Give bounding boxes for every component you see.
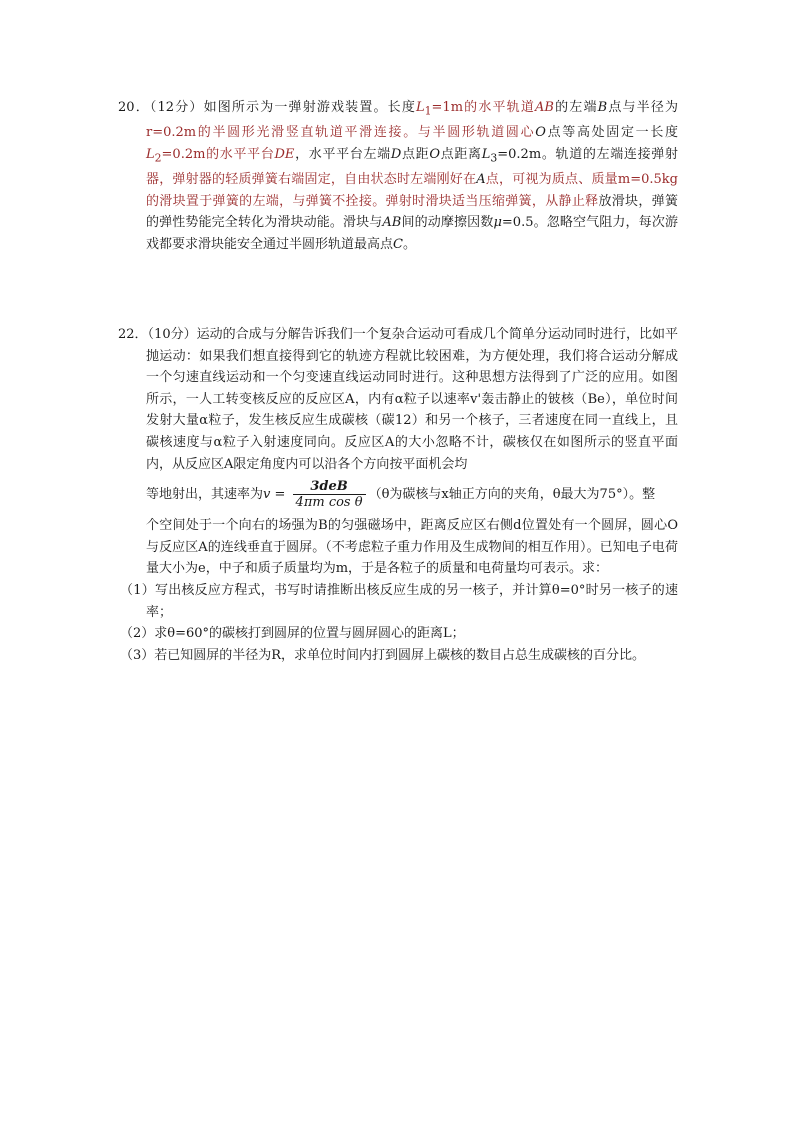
question-22: [118, 324, 678, 666]
question-20: [118, 97, 678, 255]
question-number: 20．（12分）: [118, 100, 204, 115]
velocity-fraction: $\frac{\text{3deB}}{\text{4πm cos θ}}$: [293, 479, 366, 510]
subquestion-1: （1）写出核反应方程式，书写时请推断出核反应生成的另一核子，并计算θ=0°时另一核子的速率；: [120, 582, 678, 620]
question-22-body: 22．（10分）运动的合成与分解告诉我们一个复杂合运动可看成几个简单分运动同时进行，比如平抛运动：如果我们想直接得到它的轨迹方程就比较困难，为方便处理，我们将合运动分解成一个匀速直线运动和一个匀变速直线运动同时进行。这种思想方法得到了广泛的应用。如图所示，一人工转变核反应的反应区A，内有α粒子以速率v'轰击静止的铍核（Be），单位时间发射大量α粒子，发生核反应生成碳核（碳12）和另一个核子，三者速度在同一直线上，且碳核速度与α粒子入射速度同向。反应区A的大小忽略不计，碳核仅在如图所示的竖直平面内，从反应区A限定角度内可以沿各个方向按平面机会均: [118, 327, 678, 472]
question-number: 22．（10分）: [118, 327, 197, 342]
subquestion-2: （2）求θ=60°的碳核打到圆屏的位置与圆屏圆心的距离L；: [120, 626, 465, 642]
velocity-formula-line: 等地射出，其速率为v = $\frac{\text{3deB}}{\text{4πm cos θ}}$ （θ为碳核与x轴正方向的夹角，θ最大为75°）。整: [146, 479, 656, 511]
subquestion-3: （3）若已知圆屏的半径为R，求单位时间内打到圆屏上碳核的数目占总生成碳核的百分比。: [120, 647, 646, 663]
question-22-setup: 个空间处于一个向右的场强为B的匀强磁场中，距离反应区右侧d位置处有一个圆屏，圆心O与反应区A的连线垂直于圆屏。（不考虑粒子重力作用及生成物间的相互作用）。已知电子电荷量大小为e，中子和质子质量均为m，于是各粒子的质量和电荷量均可表示。求：: [146, 518, 678, 577]
question-20-text: 20．（12分）如图所示为一弹射游戏装置。长度$L_1=1m$的水平轨道AB的左端B点与半径为r=0.2m的半圆形光滑竖直轨道平滑连接。与半圆形轨道圆心O点等高处固定一长度$L_2=0.2m$的水平平台DE，水平平台左端D点距O点距离$L_3=0.2m$。轨道的左端连接弹射器，弹射器的轻质弹簧右端固定，自由状态时左端刚好在A点，可视为质点、质量m=0.5kg的滑块置于弹簧的左端，与弹簧不拴接。弹射时滑块适当压缩弹簧，从静止释放滑块，弹簧的弹性势能完全转化为滑块动能。滑块与AB间的动摩擦因数μ=0.5。忽略空气阻力，每次游戏都要求滑块能安全通过半圆形轨道最高点C。: [118, 100, 678, 252]
